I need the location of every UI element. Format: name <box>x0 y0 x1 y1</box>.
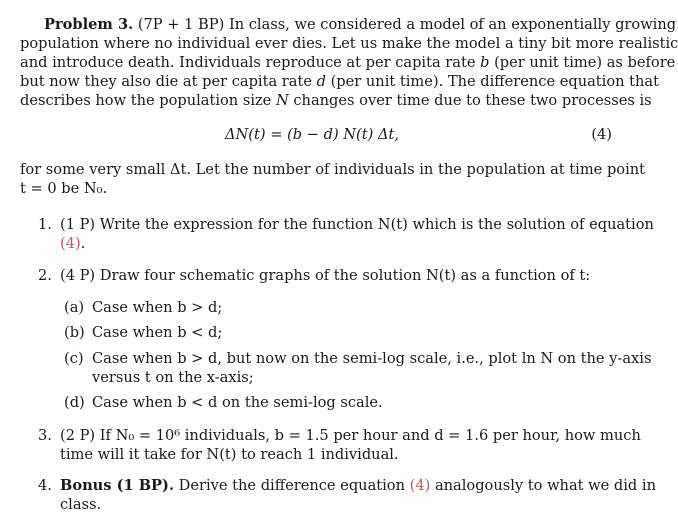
intro-line-3 <box>20 53 676 72</box>
item3-line2: time will it take for N(t) to reach 1 individual. <box>60 446 399 463</box>
intro-line-4 <box>20 72 659 91</box>
subitem-d-text: Case when b < d on the semi-log scale. <box>92 394 383 411</box>
equation-ref-link[interactable]: (4) <box>60 235 81 252</box>
item4-line2: class. <box>60 496 102 513</box>
intro-line-5-b: changes over time due to these two processes is <box>288 92 652 109</box>
intro-line-5-a: describes how the population size <box>20 92 276 109</box>
item4-text-a: Derive the difference equation <box>178 477 405 494</box>
subitem-a-text: Case when b > d; <box>92 299 223 316</box>
item2-number: 2. <box>38 267 52 284</box>
item1-text: (1 P) Write the expression for the function N(t) which is the solution of equation <box>60 216 654 233</box>
subitem-b-text: Case when b < d; <box>92 324 223 341</box>
item1-line1 <box>60 215 654 234</box>
var-b: b <box>480 54 490 71</box>
subitem-a-label: (a) <box>64 299 85 316</box>
equation-text: ΔN(t) = (b − d) N(t) Δt, <box>225 126 399 143</box>
item3-line1 <box>60 426 641 445</box>
item4-line1 <box>60 476 656 495</box>
item1-number: 1. <box>38 216 52 233</box>
item1-line2 <box>60 234 85 253</box>
after-eq-line-2 <box>20 179 107 198</box>
subitem-c-label: (c) <box>64 350 84 367</box>
item2-text: (4 P) Draw four schematic graphs of the solution N(t) as a function of t: <box>60 267 591 284</box>
intro-line-5 <box>20 91 652 110</box>
intro-line-1 <box>44 15 677 34</box>
intro-line-3-b: (per unit time) as before <box>489 54 676 71</box>
equation-number: (4) <box>591 126 612 143</box>
item4-number: 4. <box>38 477 52 494</box>
problem-heading: Problem 3. <box>44 16 134 33</box>
item4-text-b: analogously to what we did in <box>434 477 656 494</box>
after-eq-line-1-text: for some very small Δt. Let the number of individuals in the population at time point <box>20 161 646 178</box>
equation-ref-link-2[interactable]: (4) <box>409 477 431 494</box>
intro-line-1-text: In class, we considered a model of an exponentially growing <box>228 16 677 33</box>
after-eq-line-2-text: t = 0 be N₀. <box>20 180 108 197</box>
subitem-b-label: (b) <box>64 324 85 341</box>
intro-line-3-a: and introduce death. Individuals reproduce at per capita rate <box>20 54 481 71</box>
intro-line-2-text: population where no individual ever dies. Let us make the model a tiny bit more realistic <box>20 35 678 52</box>
item2-line1 <box>60 266 590 285</box>
var-N: N <box>275 92 289 109</box>
item3-number: 3. <box>38 427 52 444</box>
intro-line-4-b: (per unit time). The difference equation that <box>325 73 659 90</box>
subitem-d-label: (d) <box>64 394 85 411</box>
intro-line-4-a: but now they also die at per capita rate <box>20 73 317 90</box>
subitem-c-text <box>92 349 652 368</box>
intro-line-2 <box>20 34 678 53</box>
var-d: d <box>316 73 326 90</box>
item1-end: . <box>80 235 86 252</box>
problem-points: (7P + 1 BP) <box>137 16 225 33</box>
subitem-c-text-1: Case when b > d, but now on the semi-log scale, i.e., plot ln N on the y-axis <box>92 350 652 367</box>
item3-text-1: (2 P) If N₀ = 10⁶ individuals, b = 1.5 per hour and d = 1.6 per hour, how much <box>60 427 641 444</box>
after-eq-line-1 <box>20 160 646 179</box>
equation <box>0 125 624 144</box>
bonus-label: Bonus (1 BP). <box>60 477 175 494</box>
subitem-c-text-2: versus t on the x-axis; <box>92 369 254 386</box>
